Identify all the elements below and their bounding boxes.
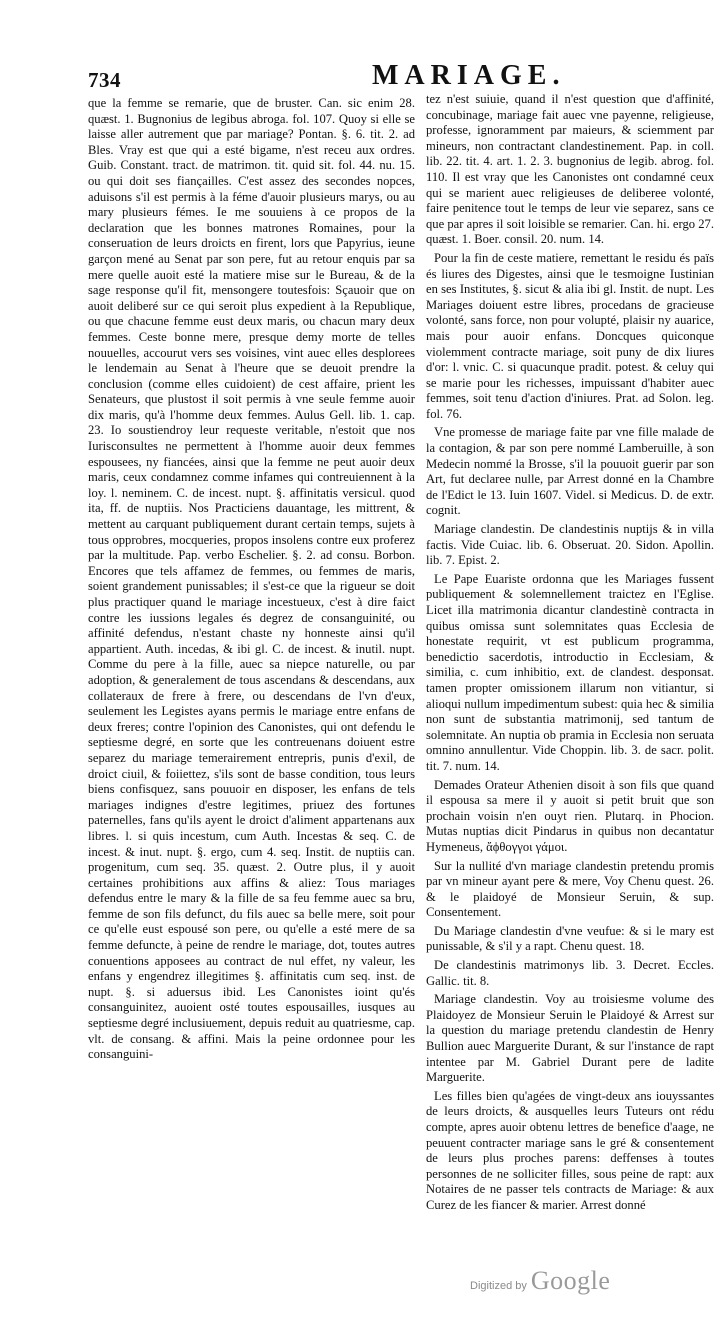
right-paragraph: Le Pape Euariste ordonna que les Mariages fussent publiquement & solemnellement traictez en l'Eglise. Licet illa matrimonia dicantur clandestinè contracta in quibus omissa sunt solemnitates quas Ecclesia de honestate requirit, vt est publicum programma, benedictio sacerdotis, introductio in Ecclesiam, & similia, c. cum inhibitio, ext. de clandest. desponsat. tamen propter omissionem illarum non vitiantur, si alioqui nullum impedimentum subest: quia hec & similia non sunt de substantia matrimonij, sed tantum de solemnitate. An nuptia ob pramia in Ecclesia non seruata omnino annullentur. Vide Choppin. lib. 3. de sacr. polit. tit. 7. num. 14. (426, 571, 714, 773)
right-paragraph: Du Mariage clandestin d'vne veufue: & si le mary est punissable, & s'il y a rapt. Chenu quest. 18. (426, 923, 714, 954)
right-paragraph: Les filles bien qu'agées de vingt-deux ans iouyssantes de leurs droicts, & ausquelles leurs Tuteurs ont rédu compte, apres auoir obtenu lettres de benefice d'aage, ne peuuent contracter mariage sans le gré & consentement de leurs plus proches parens: deffenses à toutes personnes de ne solliciter filles, sous peine de rapt: aux Notaires de ne passer tels contracts de Mariage: & aux Curez de les fiancer & marier. Arrest donné (426, 1088, 714, 1212)
running-head: MARIAGE. (372, 60, 566, 91)
right-paragraph: Sur la nullité d'vn mariage clandestin pretendu promis par vn mineur ayant pere & mere, Voy Chenu quest. 26. & le plaidoyé de Monsieur Seruin, & sup. Consentement. (426, 858, 714, 920)
right-paragraph: Pour la fin de ceste matiere, remettant le residu és païs és liures des Digestes, ainsi que le tesmoigne Iustinian en ses Institutes, §. sicut & alia ibi gl. Instit. de nupt. Les Mariages doiuent estre libres, procedans de gracieuse volonté, sans force, non pour volupté, plaisir ny auarice, mais pour auoir enfans. Doncques quiconque violemment contracte mariage, soit puny de dix liures d'or: l. vnic. C. si quacunque pradit. potest. & celuy qui se marie pour les richesses, impuissant d'habiter auec femmes, soit tenu d'action d'iniures. Prat. ad Solon. leg. fol. 76. (426, 250, 714, 421)
right-paragraph: De clandestinis matrimonys lib. 3. Decret. Eccles. Gallic. tit. 8. (426, 958, 714, 988)
right-paragraph: Demades Orateur Athenien disoit à son fils que quand il espousa sa mere il y auoit si petit bruit que son prochain voisin n'en ouyt rien. Plutarq. in Phocion. Mutas nuptias dicit Pindarus in quibus non decantatur Hymeneus, ἄϕθογγοι γάμοι. (426, 777, 714, 854)
left-column (88, 96, 415, 1063)
digitized-by-label: Digitized by (470, 1280, 527, 1292)
right-paragraph: tez n'est suiuie, quand il n'est question que d'affinité, concubinage, mariage fait auec vne payenne, religieuse, professe, ignoramment par maieurs, & sciemment par mineurs, non contractant clandestinement. Pap. in coll. lib. 22. tit. 4. art. 1. 2. 3. bugnonius de legib. abrog. fol. 110. Il est vray que les Canonistes ont condamné ceux qui se marient auec religieuses de deliberee volonté, faire penitence tout le temps de leur vie separez, sans ce que par apres il soit loisible se remarier. Can. hi. ergo 27. quæst. 1. Boer. consil. 20. num. 14. (426, 92, 714, 247)
left-paragraph: que la femme se remarie, que de bruster. Can. sic enim 28. quæst. 1. Bugnonius de legibus abroga. fol. 107. Quoy si elle se laisse aller autrement que par mariage? Pontan. §. 6. tit. 2. ad Bles. Vray est que qui a esté bigame, n'est receu aux ordres. Guib. Constant. tract. de matrimon. tit. quid sit. fol. 44. nu. 15. ou qui doit ses fiançailles. C'est assez des secondes nopces, aduisons s'il est permis à la féme d'auoir plusieurs marys, ou au mary plusieurs fémes. Ie me souuiens à ce propos de la declaration que les bonnes matrones Romaines, pour la conseruation de leurs droicts en firent, lors que Papyrius, ieune garçon mené au Senat par son pere, fut au retour enquis par sa mere quelle auoit esté la matiere mise sur le Bureau, & de la sage response qu'il fit, mensongere toutesfois: Sçauoir que on auoit deliberé sur ce qui seroit plus expedient à la Republique, ou que chacune femme eust deux maris, ou chacun mary deux femmes. Ceste bonne mere, presque demy morte de telles nouuelles, accourut vers ses voisines, vint auec elles desplorees le lendemain au Senat à l'heure que se deuoit prendre la conclusion (comme elles cuidoient) de cest affaire, prient les Senateurs, que plustost il soit permis à vne seule femme auoir dix maris, qu'à l'homme deux femmes. Aulus Gell. lib. 1. cap. 23. Io soustiendroy leur requeste veritable, n'estoit que nos Iurisconsultes ne permettent à l'homme auoir deux femmes espousees, ny fiancées, ainsi que la femme ne peut auoir deux maris, ceux condamnez comme infames qui contreuiennent à la loy. l. neminem. C. de incest. nupt. §. affinitatis versicul. quod ita, ff. de nuptiis. Nos Practiciens dauantage, les mittrent, & mettent au carquant publiquement durant certain temps, sujets à tous opprobres, mocqueries, propos insolens contre eux proferez par la multitude. Pap. verbo Eschelier. §. 2. ad consu. Borbon. Encores que tels affamez de femmes, ou femmes de maris, soient grandement punissables; il s'est-ce que la rigueur se doit plus practiquer quand le mariage incestueux, c'est à dire faict contre les iussions legales és degrez de consanguinité, ou affinité defendus, n'estant chaste ny honneste ainsi qu'il appartient. Auth. incedas, & ibi gl. C. de incest. & inutil. nupt. Comme du pere à la fille, auec sa niepce naturelle, ou par adoption, & generalement de tous ascendans & descendans, aux collateraux de frere à frere, ou descendans de l'vn d'eux, seulement les Legistes ayans permis le mariage entre enfans de deux freres; contre l'opinion des Canonistes, qui ont defendu le septiesme degré, en sorte que les contreuenans doiuent estre separez du mariage temerairement entrepris, punis d'exil, de droict ciuil, & foiiettez, s'ils sont de basse condition, tous leurs biens confisquez, sans pouuoir en disposer, les enfans de tels mariages indignes d'estre legitimes, priuez des fortunes paternelles, fans qu'ils ayent le droict d'aliment appartenans aux libres. l. si quis incestum, cum Auth. Incestas & seq. C. de incest. & inut. nupt. §. ergo, cum 4. seq. Instit. de nuptiis can. progenitum, cum seq. 35. quæst. 2. Outre plus, il y auoit certaines prohibitions aux affins & aliez: Tous mariages defendus entre le mary & la fille de sa feu femme auec sa bru, femme de son fils defunct, du fils auec sa belle mere, soit pour ce qu'elle eust espousé son pere, ou qu'elle a esté mere de sa femme defuncte, à peine de rendre le mariage, dot, toutes autres conuentions apposees au contract de nul effet, ny valeur, les enfans y engendrez illegitimes §. affinitatis cum seq. inst. de nupt. §. si aduersus ibid. Les Canonistes ioint qu'és consanguinitez, auoient osté toutes espousailles, iusques au septiesme degré inclusiuement, depuis reduit au quatriesme, cap. vlt. de consang. & affini. Mais la peine ordonnee pour les consanguini- (88, 96, 415, 1062)
right-paragraph: Mariage clandestin. Voy au troisiesme volume des Plaidoyez de Monsieur Seruin le Plaidoyé & Arrest sur la question du mariage pretendu clandestin de Henry Bullion auec Marguerite Durant, & sur l'instance de rapt intentee par M. Gabriel Durant pere de ladite Marguerite. (426, 992, 714, 1085)
page-number: 734 (88, 68, 121, 92)
right-column (426, 92, 714, 1214)
digitization-watermark (470, 1266, 610, 1296)
google-logo: Google (530, 1266, 611, 1295)
right-paragraph: Vne promesse de mariage faite par vne fille malade de la contagion, & par son pere nommé Lamberuille, à son Medecin nommé la Brosse, s'il la pouuoit guerir par son Art, fut declaree nulle, par Arrest donné en la Chambre de l'Edict le 13. Iuin 1607. Videl. si Medicus. D. de extr. cognit. (426, 425, 714, 518)
right-paragraph: Mariage clandestin. De clandestinis nuptijs & in villa factis. Vide Cuiac. lib. 6. Obseruat. 20. Sidon. Apollin. lib. 7. Epist. 2. (426, 522, 714, 568)
